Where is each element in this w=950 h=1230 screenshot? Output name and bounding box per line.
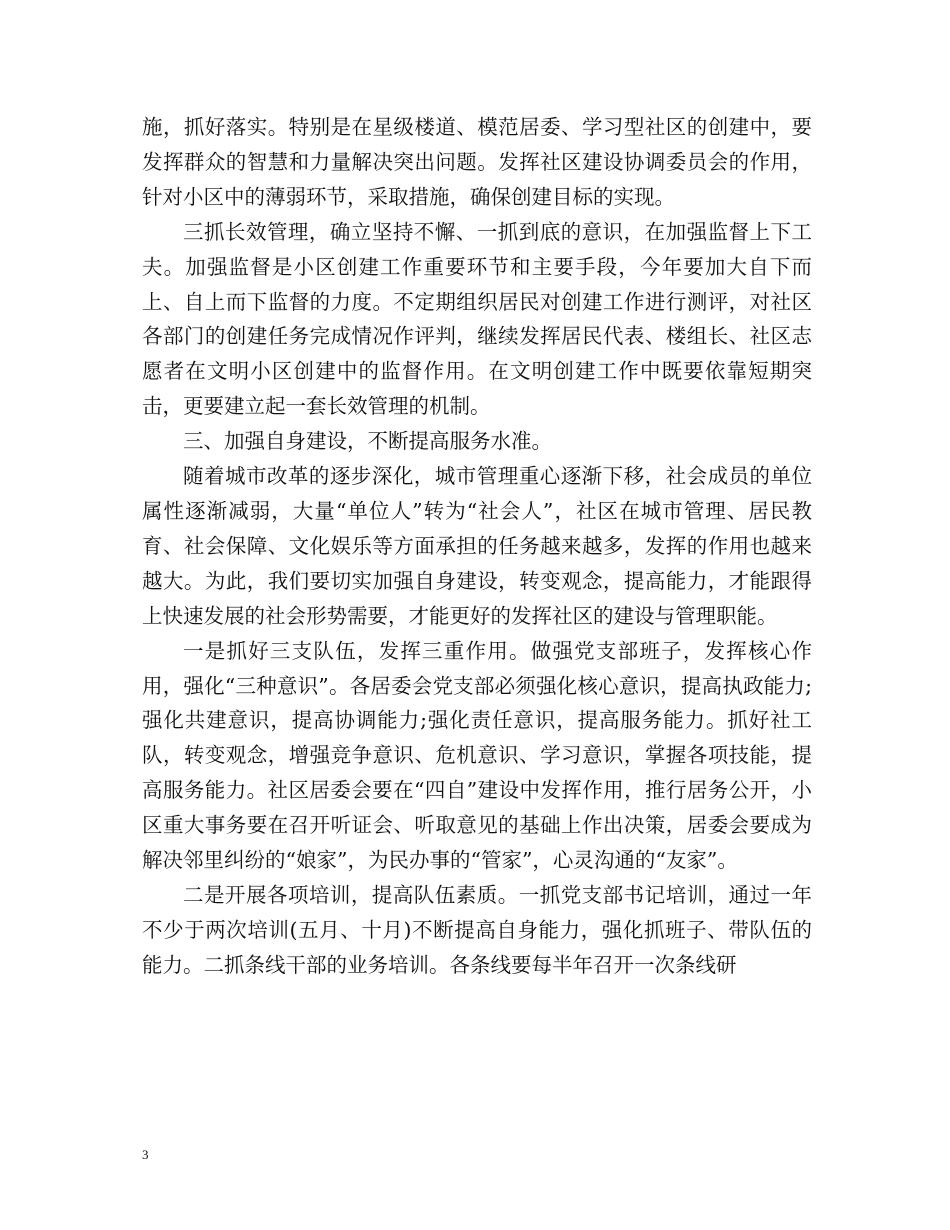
paragraph-training: 二是开展各项培训，提高队伍素质。一抓党支部书记培训，通过一年不少于两次培训(五月、十月)不断提高自身能力，强化抓班子、带队伍的能力。二抓条线干部的业务培训。各条线要每半年召开一次条线研 <box>142 882 812 977</box>
paragraph-continued: 施，抓好落实。特别是在星级楼道、模范居委、学习型社区的创建中，要发挥群众的智慧和力量解决突出问题。发挥社区建设协调委员会的作用，针对小区中的薄弱环节，采取措施，确保创建目标的实现。 <box>142 115 812 209</box>
paragraph-long-term-management: 三抓长效管理，确立坚持不懈、一抓到底的意识，在加强监督上下工夫。加强监督是小区创建工作重要环节和主要手段，今年要加大自下而上、自上而下监督的力度。不定期组织居民对创建工作进行测评，对社区各部门的创建任务完成情况作评判，继续发挥居民代表、楼组长、社区志愿者在文明小区创建中的监督作用。在文明创建工作中既要依靠短期突击，更要建立起一套长效管理的机制。 <box>142 219 812 419</box>
section-heading: 三、加强自身建设，不断提高服务水准。 <box>183 429 552 454</box>
paragraph-three-teams: 一是抓好三支队伍，发挥三重作用。做强党支部班子，发挥核心作用，强化“三种意识”。各居委会党支部必须强化核心意识，提高执政能力;强化共建意识，提高协调能力;强化责任意识，提高服务能力。抓好社工队，转变观念，增强竞争意识、危机意识、学习意识，掌握各项技能，提高服务能力。社区居委会要在“四自”建设中发挥作用，推行居务公开，小区重大事务要在召开听证会、听取意见的基础上作出决策，居委会要成为解决邻里纠纷的“娘家”，为民办事的“管家”，心灵沟通的“友家”。 <box>142 638 812 873</box>
body-text <box>142 110 812 983</box>
page-number: 3 <box>142 1147 149 1162</box>
paragraph-urban-reform: 随着城市改革的逐步深化，城市管理重心逐渐下移，社会成员的单位属性逐渐减弱，大量“单位人”转为“社会人”，社区在城市管理、居民教育、社会保障、文化娱乐等方面承担的任务越来越多，发挥的作用也越来越大。为此，我们要切实加强自身建设，转变观念，提高能力，才能跟得上快速发展的社会形势需要，才能更好的发挥社区的建设与管理职能。 <box>142 464 812 628</box>
